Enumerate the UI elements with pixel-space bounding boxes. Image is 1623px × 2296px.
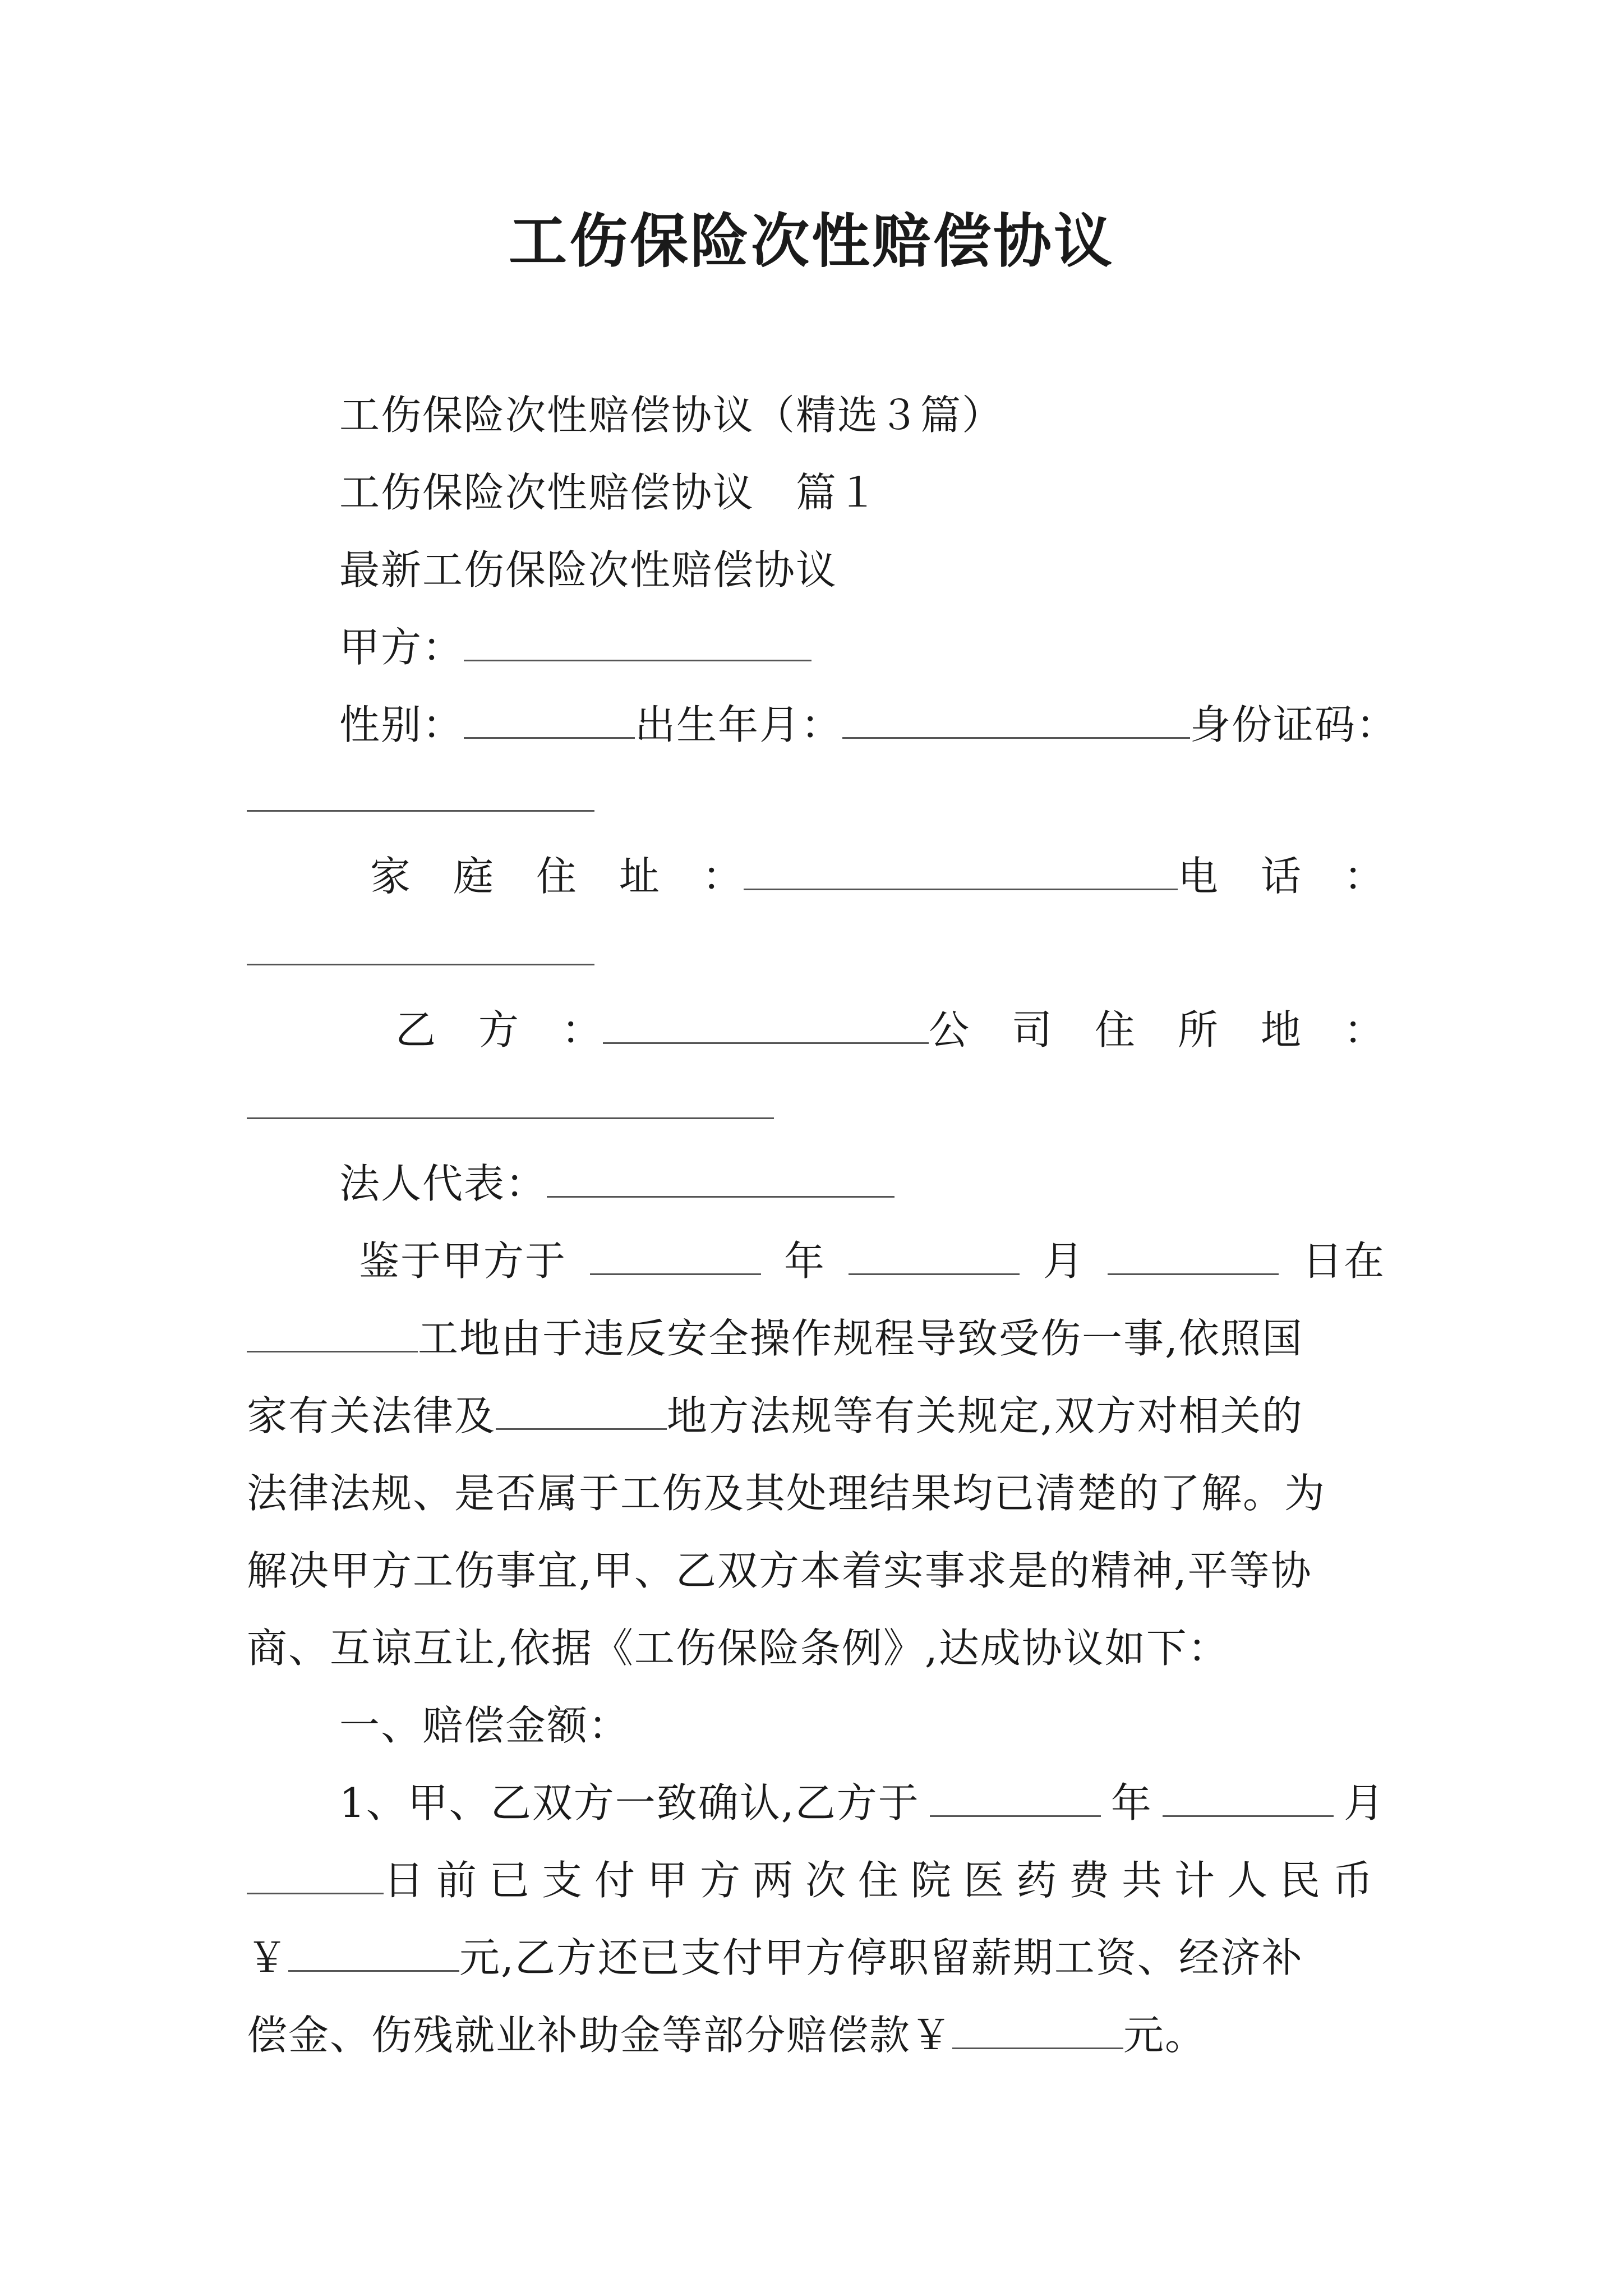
party-a-label: 甲方：: [339, 624, 464, 671]
para2-text6: 元,乙方还已支付甲方停职留薪期工资、经济补: [459, 1934, 1303, 1981]
para1-day-blank: [1108, 1239, 1279, 1275]
para2-line1: [339, 1775, 1385, 1831]
para1-line2: [247, 1310, 1385, 1366]
phone-blank-line: [247, 923, 1385, 979]
phone-label: 电 话 ：: [1177, 853, 1385, 900]
party-b-blank: [603, 1007, 929, 1044]
party-a-blank: [464, 625, 811, 661]
para1-line4: 法律法规、是否属于工伤及其处理结果均已清楚的了解。为: [247, 1470, 1326, 1517]
party-a-line: [339, 619, 1385, 675]
para1-text4: 日在: [1302, 1237, 1385, 1285]
birth-label: 出生年月：: [635, 701, 843, 748]
para2-amount2-blank: [952, 2013, 1123, 2049]
para1-text5: 工地由于违反安全操作规程导致受伤一事,依照国: [418, 1315, 1303, 1362]
para1-text1: 鉴于甲方于: [359, 1237, 567, 1285]
document-name: 最新工伤保险次性赔偿协议: [339, 546, 838, 593]
para2-text3: 月: [1343, 1779, 1385, 1826]
para2-amount1-blank: [288, 1935, 459, 1972]
para2-year-blank: [930, 1780, 1101, 1817]
gender-blank: [464, 702, 635, 739]
section-one-heading: 一、赔偿金额：: [339, 1702, 630, 1749]
para1-line5: 解决甲方工伤事宜,甲、乙双方本着实事求是的精神,平等协: [247, 1547, 1312, 1594]
para2-text2: 年: [1110, 1779, 1152, 1826]
gender-label: 性别：: [339, 701, 464, 748]
company-address-blank-line: [247, 1077, 1385, 1133]
document-title: 工伤保险次性赔偿协议: [508, 206, 1114, 275]
id-label: 身份证码：: [1190, 701, 1398, 748]
para2-text5: ￥: [247, 1934, 289, 1981]
para1-line3: [247, 1388, 1385, 1444]
party-b-line: [395, 1002, 1385, 1058]
para1-line1: [359, 1233, 1385, 1289]
section-heading: 工伤保险次性赔偿协议 篇１: [339, 469, 879, 516]
para2-line4: [247, 2007, 1385, 2063]
address-blank: [744, 854, 1178, 890]
legal-rep-label: 法人代表：: [339, 1160, 547, 1207]
id-blank-line: [247, 770, 1385, 826]
para2-text7: 偿金、伤残就业补助金等部分赔偿款￥: [247, 2012, 953, 2059]
legal-rep-blank: [547, 1161, 895, 1198]
para2-text8: 元。: [1123, 2012, 1207, 2059]
address-label: 家 庭 住 址 ：: [370, 853, 744, 900]
para2-line3: [247, 1930, 1385, 1986]
para1-region-blank: [496, 1393, 667, 1430]
para2-line2: [247, 1852, 1385, 1908]
para2-text1: 1、甲、乙双方一致确认,乙方于: [339, 1779, 920, 1826]
para1-site-blank: [247, 1316, 418, 1352]
para1-line6: 商、互谅互让,依据《工伤保险条例》,达成协议如下：: [247, 1625, 1229, 1672]
address-line: [370, 848, 1385, 904]
id-blank: [247, 775, 594, 812]
para1-text6: 家有关法律及: [247, 1392, 496, 1439]
phone-blank: [247, 929, 594, 965]
party-b-label: 乙 方 ：: [395, 1006, 603, 1053]
para2-month-blank: [1163, 1780, 1334, 1817]
para1-text7: 地方法规等有关规定,双方对相关的: [667, 1392, 1303, 1439]
para2-text4: 日前已支付甲方两次住院医药费共计人民币: [383, 1857, 1385, 1904]
para2-day-blank: [247, 1858, 384, 1894]
para1-month-blank: [849, 1239, 1020, 1275]
personal-info-line: [339, 697, 1398, 753]
para1-text2: 年: [783, 1237, 826, 1285]
para1-text3: 月: [1043, 1237, 1085, 1285]
subtitle: 工伤保险次性赔偿协议（精选３篇）: [339, 392, 1004, 439]
company-address-blank: [247, 1083, 774, 1119]
para1-year-blank: [590, 1239, 761, 1275]
birth-blank: [842, 702, 1190, 739]
legal-rep-line: [339, 1156, 1385, 1212]
company-address-label: 公 司 住 所 地 ：: [928, 1006, 1385, 1053]
